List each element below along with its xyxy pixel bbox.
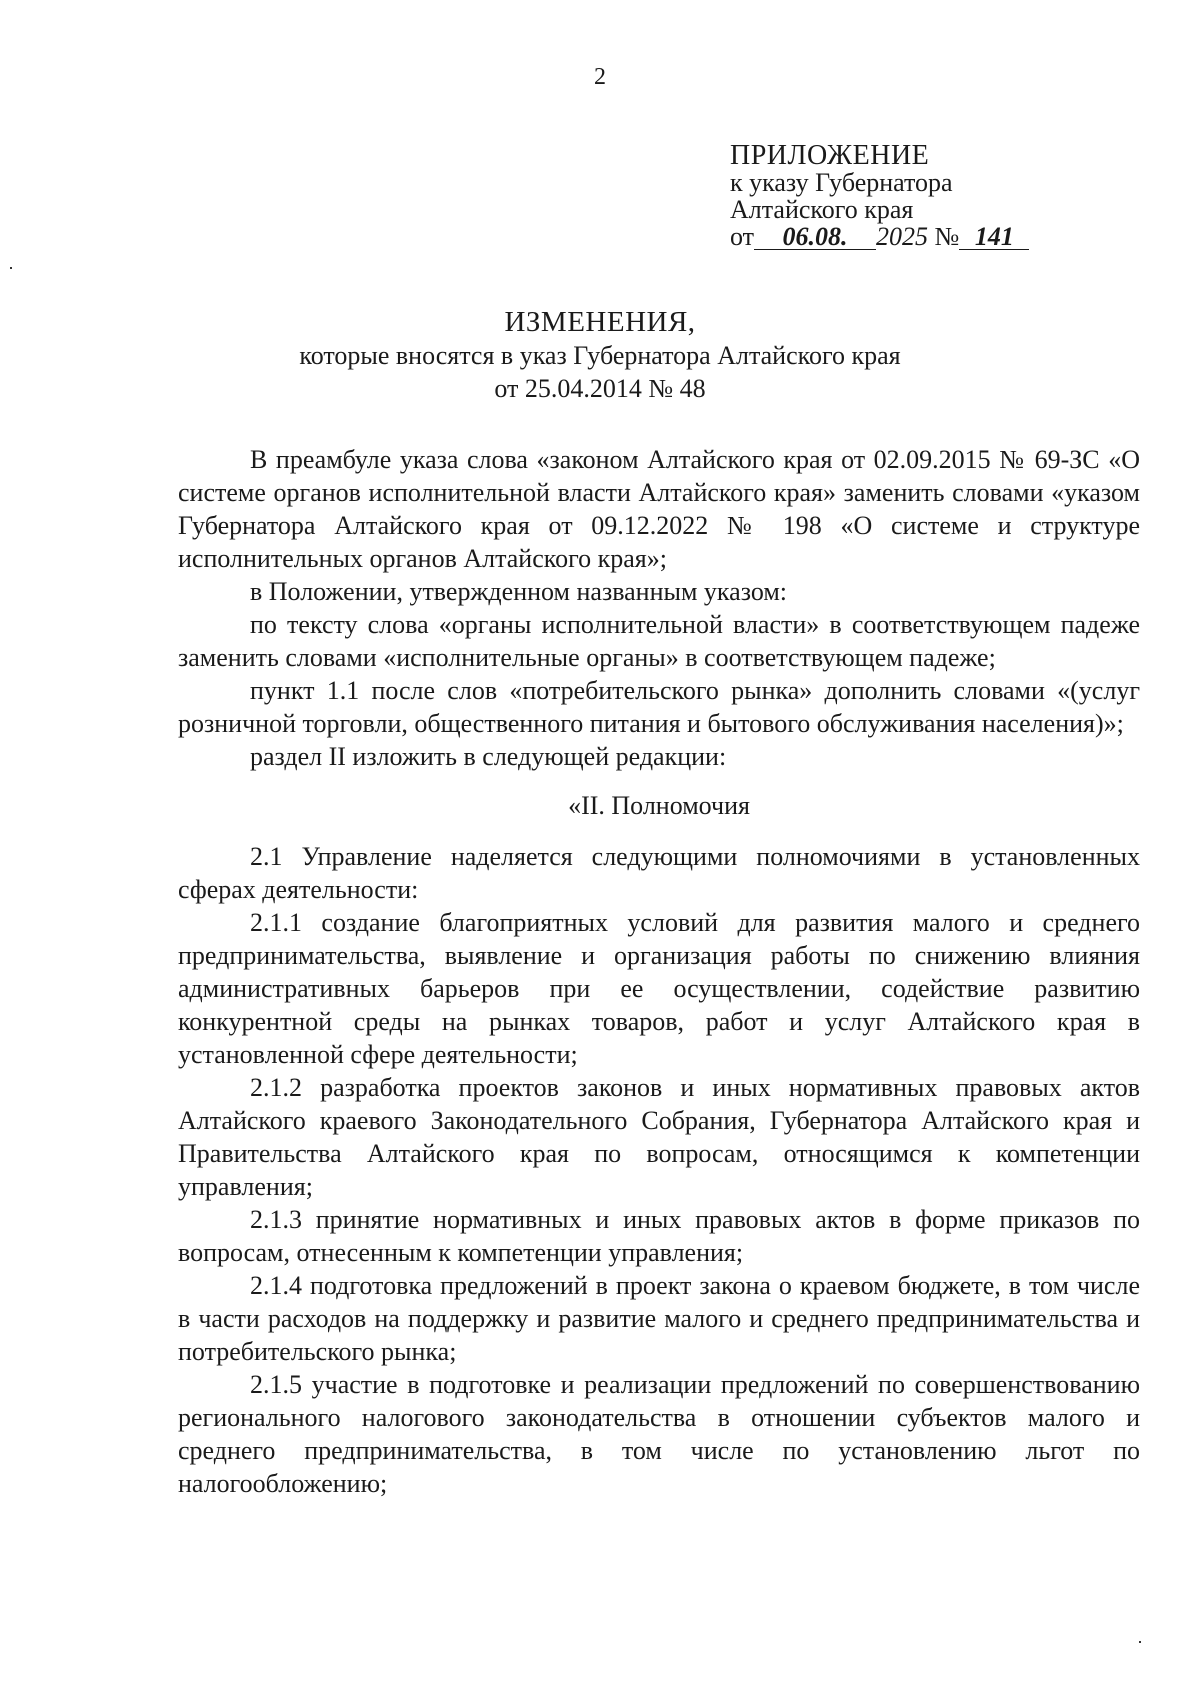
clause-2-1-4: 2.1.4 подготовка предложений в проект закона о краевом бюджете, в том числе в части расходов на поддержку и развитие малого и среднего предпринимательства и потребительского рынка; — [178, 1271, 1140, 1366]
document-reference: от 25.04.2014 № 48 — [494, 374, 706, 403]
appendix-date-line — [730, 223, 1029, 250]
document-body — [178, 443, 1140, 1500]
clause-2-1-5: 2.1.5 участие в подготовке и реализации предложений по совершенствованию регионального налогового законодательства в отношении субъектов малого и среднего предпринимательства, в том числе по установлению льгот по налогообложению; — [178, 1370, 1140, 1498]
paragraph-regulation: в Положении, утвержденном названным указом: — [250, 577, 788, 606]
paragraph-point-1-1: пункт 1.1 после слов «потребительского рынка» дополнить словами «(услуг розничной торговли, общественного питания и бытового обслуживания населения)»; — [178, 676, 1140, 738]
paragraph-text-replace: по тексту слова «органы исполнительной власти» в соответствующем падеже заменить словами «исполнительные органы» в соответствующем падеже; — [178, 610, 1140, 672]
clause-2-1: 2.1 Управление наделяется следующими полномочиями в установленных сферах деятельности: — [178, 842, 1140, 904]
clause-2-1-2: 2.1.2 разработка проектов законов и иных нормативных правовых актов Алтайского краевого Законодательного Собрания, Губернатора Алтайского края и Правительства Алтайского края по вопросам, относящимся к компетенции управления; — [178, 1073, 1140, 1201]
appendix-heading: ПРИЛОЖЕНИЕ — [730, 140, 930, 171]
appendix-line-region: Алтайского края — [730, 195, 914, 224]
clause-2-1-3: 2.1.3 принятие нормативных и иных правовых актов в форме приказов по вопросам, отнесенным к компетенции управления; — [178, 1205, 1140, 1267]
page-number: 2 — [594, 64, 606, 90]
number-label: № — [934, 222, 960, 251]
appendix-stamp — [730, 142, 1029, 250]
paragraph-preamble: В преамбуле указа слова «законом Алтайского края от 02.09.2015 № 69-ЗС «О системе органов исполнительной власти Алтайского края» заменить словами «указом Губернатора Алтайского края от 09.12.2022 № 198 «О системе и структуре исполнительных органов Алтайского края»; — [178, 445, 1140, 573]
date-value: 06.08. — [754, 225, 876, 250]
date-year: 2025 — [876, 222, 929, 251]
date-prefix: от — [730, 222, 755, 251]
document-title-block — [0, 306, 1200, 405]
document-title: ИЗМЕНЕНИЯ, — [504, 306, 696, 338]
scan-speck — [10, 267, 12, 269]
document-subtitle: которые вносятся в указ Губернатора Алтайского края — [299, 341, 901, 370]
decree-number: 141 — [959, 225, 1029, 250]
appendix-line-decree: к указу Губернатора — [730, 168, 953, 197]
paragraph-section-2: раздел II изложить в следующей редакции: — [250, 742, 727, 771]
clause-2-1-1: 2.1.1 создание благоприятных условий для развития малого и среднего предпринимательства, выявление и организация работы по снижению влияния административных барьеров при ее осуществлении, содействие развитию конкурентной среды на рынках товаров, работ и услуг Алтайского края в установленной сфере деятельности; — [178, 908, 1140, 1069]
section-heading: «II. Полномочия — [568, 791, 750, 820]
scan-speck — [1139, 1641, 1141, 1643]
